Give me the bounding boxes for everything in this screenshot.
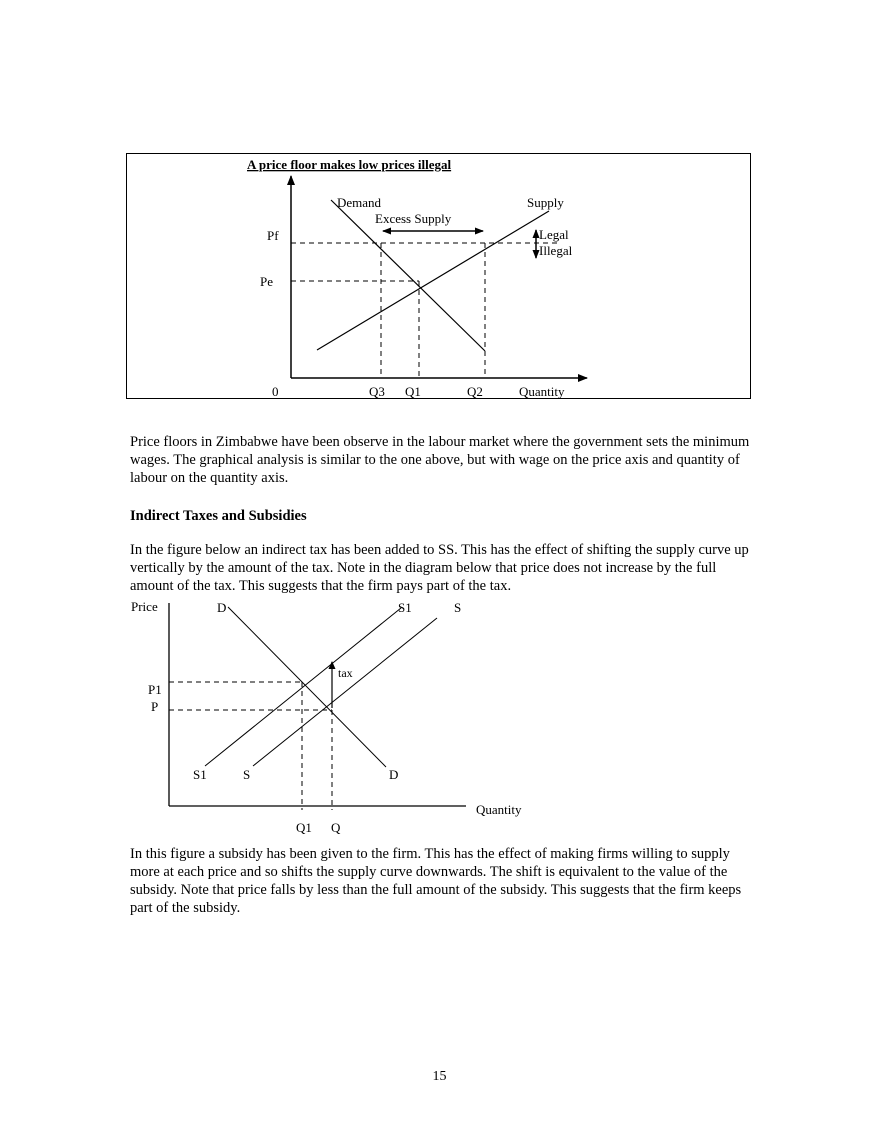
q-label: Q xyxy=(331,820,341,835)
supply-curve-s1 xyxy=(205,608,401,766)
p1-label: P1 xyxy=(148,682,162,697)
origin-label: 0 xyxy=(272,384,279,399)
s-bottom-label: S xyxy=(243,767,251,782)
section-heading: Indirect Taxes and Subsidies xyxy=(130,508,307,524)
paragraph-subsidy: In this figure a subsidy has been given to the firm. This has the effect of making firms willing to supply more at each price and so shifts the supply curve downwards. The shift is equivalent to the value of the subsidy. Note that price falls by less than the full amount of the subsidy. This suggests that the firm keeps part of the subsidy. xyxy=(130,846,742,916)
q3-label: Q3 xyxy=(369,384,385,399)
figure-title: A price floor makes low prices illegal xyxy=(247,157,452,172)
indirect-tax-diagram xyxy=(120,596,550,840)
demand-curve-2 xyxy=(228,607,386,767)
illegal-label: Illegal xyxy=(539,243,573,258)
q2-label: Q2 xyxy=(467,384,483,399)
d-top-label: D xyxy=(217,600,227,615)
s-top-label: S xyxy=(454,600,462,615)
tax-label: tax xyxy=(338,666,353,680)
paragraph-price-floors: Price floors in Zimbabwe have been observe in the labour market where the government sets the minimum wages. The graphical analysis is similar to the one above, but with wage on the price axis and quantity of labour on the quantity axis. xyxy=(130,434,750,486)
supply-curve xyxy=(317,211,549,350)
q1-label-2: Q1 xyxy=(296,820,312,835)
s1-bottom-label: S1 xyxy=(193,767,207,782)
s1-top-label: S1 xyxy=(398,600,412,615)
supply-curve-s xyxy=(253,618,437,766)
paragraph-indirect-tax: In the figure below an indirect tax has been added to SS. This has the effect of shifting the supply curve up vertically by the amount of the tax. Note in the diagram below that price does not increase by the full amount of the tax. This suggests that the firm pays part of the tax. xyxy=(130,542,749,594)
pe-label: Pe xyxy=(260,274,273,289)
demand-label: Demand xyxy=(337,195,382,210)
quantity-label: Quantity xyxy=(519,384,565,399)
price-axis-label: Price xyxy=(131,599,158,614)
p-label: P xyxy=(151,699,159,714)
legal-label: Legal xyxy=(539,227,569,242)
excess-supply-label: Excess Supply xyxy=(375,211,452,226)
quantity-axis-label: Quantity xyxy=(476,802,522,817)
price-floor-figure xyxy=(126,153,751,399)
price-floor-diagram xyxy=(127,154,752,400)
supply-label: Supply xyxy=(527,195,564,210)
d-bottom-label: D xyxy=(389,767,399,782)
pf-label: Pf xyxy=(267,228,279,243)
page-number: 15 xyxy=(432,1069,447,1084)
q1-label: Q1 xyxy=(405,384,421,399)
